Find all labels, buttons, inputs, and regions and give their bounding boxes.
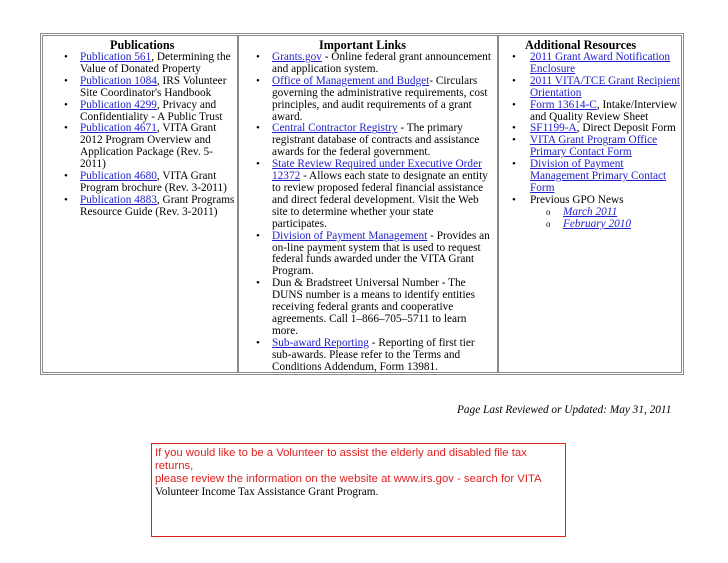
publication-561-link[interactable]: Publication 561: [80, 51, 152, 63]
payment-management-link[interactable]: Division of Payment Management: [272, 229, 428, 242]
list-item: [499, 135, 681, 159]
list-item: [239, 123, 497, 159]
publications-heading: Publications: [110, 38, 175, 52]
list-item: [43, 76, 237, 100]
item-text: , Grant Programs Resource Guide (Rev. 3-2011): [80, 193, 235, 218]
list-item: [499, 100, 681, 124]
list-item: [43, 123, 237, 171]
grant-award-notification-link[interactable]: 2011 Grant Award Notification Enclosure: [530, 51, 671, 75]
duns-text: Dun & Bradstreet Universal Number - The DUNS number is a means to identify entities receiving federal grants and cooperative agreements. Call 1–866–705–5711 to learn more.: [272, 277, 475, 337]
bullet-icon: •: [512, 74, 516, 87]
last-updated-text: Page Last Reviewed or Updated: May 31, 2011: [457, 404, 672, 416]
list-item: [499, 52, 681, 76]
list-item: [499, 76, 681, 100]
list-item: [239, 231, 497, 279]
sub-award-reporting-link[interactable]: Sub-award Reporting: [272, 336, 369, 349]
gpo-news-list: [530, 207, 681, 231]
bullet-icon: •: [64, 193, 68, 206]
list-item: [43, 171, 237, 195]
bullet-icon: •: [256, 277, 260, 290]
recipient-orientation-link[interactable]: 2011 VITA/TCE Grant Recipient Orientation: [530, 74, 681, 99]
item-text: - Circulars governing the administrative requirements, cost principles, and audit requirements of a grant award.: [272, 74, 488, 123]
ccr-link[interactable]: Central Contractor Registry: [272, 122, 398, 135]
item-text: - Online federal grant announcement and application system.: [272, 51, 491, 75]
publication-4299-link[interactable]: Publication 4299: [80, 98, 157, 111]
payment-management-contact-link[interactable]: Division of Payment Management Primary Contact Form: [530, 158, 667, 194]
bullet-icon: •: [512, 51, 516, 63]
list-item: [239, 52, 497, 76]
circle-bullet-icon: o: [546, 218, 551, 229]
grants-gov-link[interactable]: Grants.gov: [272, 51, 322, 63]
volunteer-callout: [151, 443, 566, 537]
publications-list: [43, 52, 237, 219]
list-item: [499, 195, 681, 231]
february-2010-link[interactable]: February 2010: [563, 217, 632, 230]
list-item: [239, 76, 497, 124]
bullet-icon: •: [256, 336, 260, 349]
callout-line-2: please review the information on the website at www.irs.gov - search for VITA: [155, 473, 542, 485]
march-2011-link[interactable]: March 2011: [563, 205, 618, 218]
item-text: , VITA Grant 2012 Program Overview and Application Package (Rev. 5-2011): [80, 122, 217, 171]
list-item: [43, 195, 237, 219]
list-item: [239, 278, 497, 338]
state-review-link[interactable]: State Review Required under Executive Order 12372: [272, 158, 482, 183]
bullet-icon: •: [512, 98, 516, 111]
circle-bullet-icon: o: [546, 206, 551, 217]
publication-1084-link[interactable]: Publication 1084: [80, 74, 157, 87]
important-links-column: [239, 36, 499, 372]
list-item: [499, 159, 681, 195]
additional-resources-heading: Additional Resources: [525, 38, 637, 52]
item-text: , Intake/Interview and Quality Review Sheet: [530, 98, 678, 123]
publication-4883-link[interactable]: Publication 4883: [80, 193, 157, 206]
bullet-icon: •: [256, 74, 260, 87]
item-text: - The primary registrant database of contracts and assistance awards for the federal government.: [272, 122, 480, 159]
publication-4671-link[interactable]: Publication 4671: [80, 122, 157, 135]
resources-table: [40, 33, 684, 375]
item-text: - Reporting of first tier sub-awards. Please refer to the Terms and Conditions Addendum, Form 13981.: [272, 336, 475, 373]
bullet-icon: •: [256, 122, 260, 135]
bullet-icon: •: [64, 51, 68, 63]
list-item: [239, 338, 497, 374]
bullet-icon: •: [256, 158, 260, 171]
bullet-icon: •: [512, 134, 516, 147]
publications-column: [43, 36, 239, 372]
list-item: [43, 52, 237, 76]
bullet-icon: •: [256, 229, 260, 242]
item-text: - Allows each state to designate an entity to review proposed federal financial assistance and direct federal development. Visit the Web site to determine whether your state participates.: [272, 170, 488, 230]
item-text: , Determining the Value of Donated Property: [80, 51, 231, 75]
additional-resources-column: [499, 36, 681, 372]
callout-line-1: If you would like to be a Volunteer to assist the elderly and disabled file tax returns,: [155, 447, 527, 472]
additional-resources-list: [499, 52, 681, 231]
publication-4680-link[interactable]: Publication 4680: [80, 170, 157, 183]
form-13614c-link[interactable]: Form 13614-C: [530, 98, 597, 111]
bullet-icon: •: [512, 193, 516, 206]
bullet-icon: •: [64, 74, 68, 87]
callout-line-3: Volunteer Income Tax Assistance Grant Program.: [155, 486, 379, 498]
omb-link[interactable]: Office of Management and Budget: [272, 74, 430, 87]
important-links-list: [239, 52, 497, 373]
bullet-icon: •: [64, 170, 68, 183]
sf1199a-link[interactable]: SF1199-A: [530, 122, 577, 135]
item-text: , Privacy and Confidentiality - A Public Trust: [80, 98, 223, 123]
gpo-news-label: Previous GPO News: [530, 193, 624, 206]
bullet-icon: •: [64, 98, 68, 111]
list-item: [239, 159, 497, 230]
bullet-icon: •: [256, 51, 260, 63]
list-item: [530, 219, 681, 231]
item-text: , Direct Deposit Form: [576, 122, 676, 135]
item-text: , VITA Grant Program brochure (Rev. 3-2011): [80, 170, 227, 194]
item-text: - Provides an on-line payment system that is used to request federal funds awarded under the VITA Grant Program.: [272, 229, 490, 278]
important-links-heading: Important Links: [319, 38, 407, 52]
program-office-contact-link[interactable]: VITA Grant Program Office Primary Contact Form: [530, 134, 658, 159]
bullet-icon: •: [512, 158, 516, 171]
bullet-icon: •: [512, 122, 516, 135]
list-item: [43, 100, 237, 124]
item-text: , IRS Volunteer Site Coordinator's Handbook: [80, 74, 227, 99]
bullet-icon: •: [64, 122, 68, 135]
